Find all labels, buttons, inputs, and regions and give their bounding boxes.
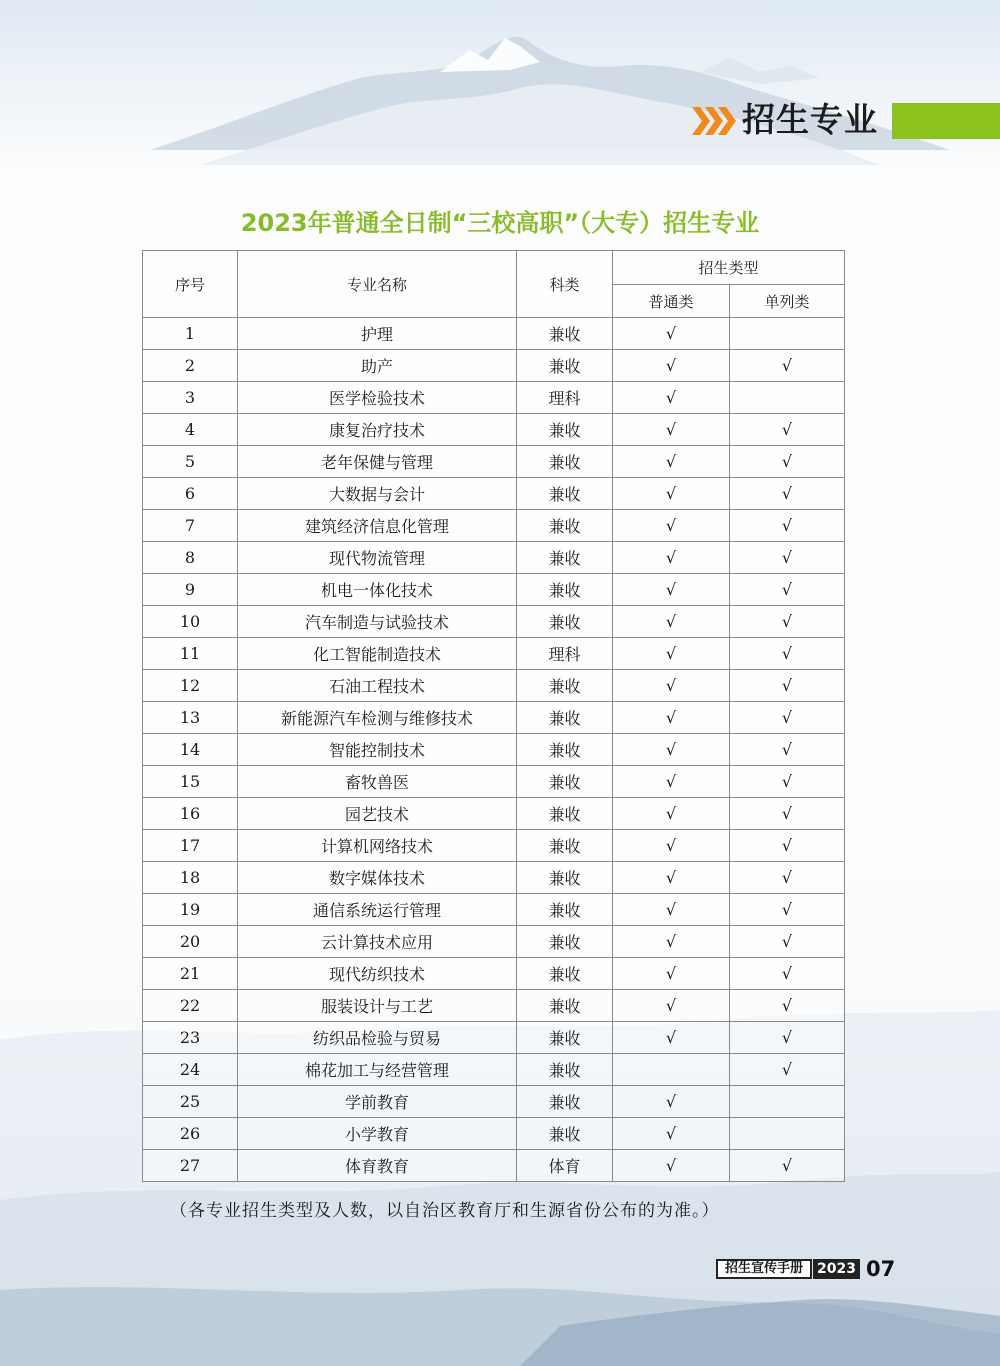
row-category: 兼收 [517,862,613,894]
row-seq: 2 [143,350,238,382]
row-single-check: √ [730,478,845,510]
header-type-group: 招生类型 [613,251,845,285]
row-category: 兼收 [517,478,613,510]
row-seq: 7 [143,510,238,542]
row-category: 兼收 [517,574,613,606]
row-single-check: √ [730,958,845,990]
row-regular-check: √ [613,1118,730,1150]
row-category: 兼收 [517,990,613,1022]
table-body [143,318,845,1182]
header-name: 专业名称 [238,251,517,318]
table-row [143,702,845,734]
table-row [143,798,845,830]
row-regular-check: √ [613,1086,730,1118]
row-major-name: 园艺技术 [238,798,517,830]
row-single-check: √ [730,990,845,1022]
row-seq: 22 [143,990,238,1022]
row-major-name: 护理 [238,318,517,350]
row-major-name: 智能控制技术 [238,734,517,766]
row-single-check: √ [730,542,845,574]
row-seq: 8 [143,542,238,574]
document-title: 2023年普通全日制“三校高职”（大专）招生专业 [240,209,760,237]
row-category: 兼收 [517,542,613,574]
header-seq: 序号 [143,251,238,318]
row-regular-check: √ [613,734,730,766]
table-row [143,350,845,382]
row-category: 兼收 [517,318,613,350]
row-single-check: √ [730,702,845,734]
row-single-check: √ [730,606,845,638]
row-regular-check: √ [613,766,730,798]
row-seq: 21 [143,958,238,990]
row-major-name: 化工智能制造技术 [238,638,517,670]
row-regular-check: √ [613,446,730,478]
header-regular: 普通类 [613,285,730,318]
row-seq: 13 [143,702,238,734]
row-category: 兼收 [517,1022,613,1054]
row-regular-check: √ [613,702,730,734]
row-major-name: 学前教育 [238,1086,517,1118]
table-row [143,830,845,862]
row-major-name: 小学教育 [238,1118,517,1150]
row-category: 理科 [517,638,613,670]
section-title: 招生专业 [742,100,878,139]
row-single-check [730,1118,845,1150]
row-major-name: 助产 [238,350,517,382]
row-seq: 26 [143,1118,238,1150]
row-category: 兼收 [517,510,613,542]
row-single-check: √ [730,1150,845,1182]
row-seq: 17 [143,830,238,862]
table-row [143,446,845,478]
header-category: 科类 [517,251,613,318]
footer-year: 2023 [813,1259,860,1279]
row-seq: 6 [143,478,238,510]
row-seq: 4 [143,414,238,446]
row-category: 兼收 [517,1086,613,1118]
row-major-name: 服装设计与工艺 [238,990,517,1022]
row-major-name: 康复治疗技术 [238,414,517,446]
row-regular-check: √ [613,414,730,446]
row-major-name: 医学检验技术 [238,382,517,414]
footnote: （各专业招生类型及人数，以自治区教育厅和生源省份公布的为准。） [170,1201,720,1221]
row-single-check: √ [730,1054,845,1086]
row-regular-check: √ [613,382,730,414]
row-seq: 9 [143,574,238,606]
table-row [143,638,845,670]
row-category: 兼收 [517,1054,613,1086]
row-major-name: 体育教育 [238,1150,517,1182]
row-seq: 27 [143,1150,238,1182]
table-row [143,862,845,894]
row-major-name: 现代纺织技术 [238,958,517,990]
row-seq: 23 [143,1022,238,1054]
row-major-name: 云计算技术应用 [238,926,517,958]
row-seq: 11 [143,638,238,670]
row-single-check [730,382,845,414]
row-category: 兼收 [517,606,613,638]
row-single-check: √ [730,1022,845,1054]
row-category: 兼收 [517,798,613,830]
row-category: 兼收 [517,670,613,702]
row-regular-check: √ [613,894,730,926]
table-row [143,1150,845,1182]
table-row [143,1022,845,1054]
row-seq: 3 [143,382,238,414]
row-seq: 14 [143,734,238,766]
row-single-check: √ [730,830,845,862]
row-seq: 20 [143,926,238,958]
header-single: 单列类 [730,285,845,318]
row-major-name: 纺织品检验与贸易 [238,1022,517,1054]
table-row [143,382,845,414]
row-seq: 1 [143,318,238,350]
table-row [143,1054,845,1086]
row-major-name: 棉花加工与经营管理 [238,1054,517,1086]
row-single-check: √ [730,414,845,446]
majors-table [142,250,845,1182]
row-category: 兼收 [517,766,613,798]
row-seq: 12 [143,670,238,702]
row-category: 兼收 [517,830,613,862]
row-regular-check: √ [613,574,730,606]
row-regular-check: √ [613,862,730,894]
row-regular-check: √ [613,926,730,958]
table-row [143,766,845,798]
row-category: 兼收 [517,1118,613,1150]
row-regular-check: √ [613,478,730,510]
accent-bar [892,103,1000,139]
row-single-check: √ [730,798,845,830]
row-regular-check: √ [613,350,730,382]
row-major-name: 石油工程技术 [238,670,517,702]
row-major-name: 畜牧兽医 [238,766,517,798]
row-category: 兼收 [517,702,613,734]
row-regular-check: √ [613,958,730,990]
table-row [143,318,845,350]
row-single-check [730,1086,845,1118]
table-row [143,958,845,990]
row-major-name: 数字媒体技术 [238,862,517,894]
row-regular-check: √ [613,670,730,702]
table-row [143,574,845,606]
table-row [143,734,845,766]
table-row [143,926,845,958]
table-row [143,510,845,542]
row-single-check: √ [730,926,845,958]
row-regular-check: √ [613,318,730,350]
row-single-check: √ [730,574,845,606]
row-category: 兼收 [517,958,613,990]
row-category: 体育 [517,1150,613,1182]
row-major-name: 大数据与会计 [238,478,517,510]
row-single-check [730,318,845,350]
row-major-name: 建筑经济信息化管理 [238,510,517,542]
table-row [143,990,845,1022]
table-row [143,542,845,574]
row-major-name: 老年保健与管理 [238,446,517,478]
row-category: 兼收 [517,734,613,766]
row-major-name: 通信系统运行管理 [238,894,517,926]
row-category: 兼收 [517,350,613,382]
table-row [143,1086,845,1118]
row-regular-check: √ [613,1022,730,1054]
table-row [143,894,845,926]
table-row [143,414,845,446]
row-single-check: √ [730,894,845,926]
row-single-check: √ [730,350,845,382]
row-single-check: √ [730,670,845,702]
row-major-name: 计算机网络技术 [238,830,517,862]
row-seq: 15 [143,766,238,798]
row-major-name: 现代物流管理 [238,542,517,574]
row-regular-check: √ [613,542,730,574]
row-category: 兼收 [517,414,613,446]
row-regular-check: √ [613,638,730,670]
row-regular-check: √ [613,830,730,862]
row-regular-check: √ [613,798,730,830]
page-number: 07 [866,1257,896,1281]
row-category: 理科 [517,382,613,414]
row-major-name: 机电一体化技术 [238,574,517,606]
table-row [143,478,845,510]
row-major-name: 汽车制造与试验技术 [238,606,517,638]
row-category: 兼收 [517,894,613,926]
row-regular-check: √ [613,1150,730,1182]
row-single-check: √ [730,862,845,894]
row-single-check: √ [730,766,845,798]
row-category: 兼收 [517,926,613,958]
row-seq: 25 [143,1086,238,1118]
row-seq: 19 [143,894,238,926]
row-category: 兼收 [517,446,613,478]
table-row [143,606,845,638]
table-row [143,670,845,702]
row-seq: 10 [143,606,238,638]
footer-label: 招生宣传手册 [716,1259,812,1279]
row-regular-check: √ [613,990,730,1022]
chevron-right-icon [692,103,738,139]
row-regular-check: √ [613,510,730,542]
row-single-check: √ [730,734,845,766]
table-row [143,1118,845,1150]
row-regular-check [613,1054,730,1086]
row-single-check: √ [730,638,845,670]
row-seq: 5 [143,446,238,478]
row-seq: 24 [143,1054,238,1086]
row-single-check: √ [730,510,845,542]
row-seq: 18 [143,862,238,894]
row-major-name: 新能源汽车检测与维修技术 [238,702,517,734]
row-seq: 16 [143,798,238,830]
row-single-check: √ [730,446,845,478]
row-regular-check: √ [613,606,730,638]
